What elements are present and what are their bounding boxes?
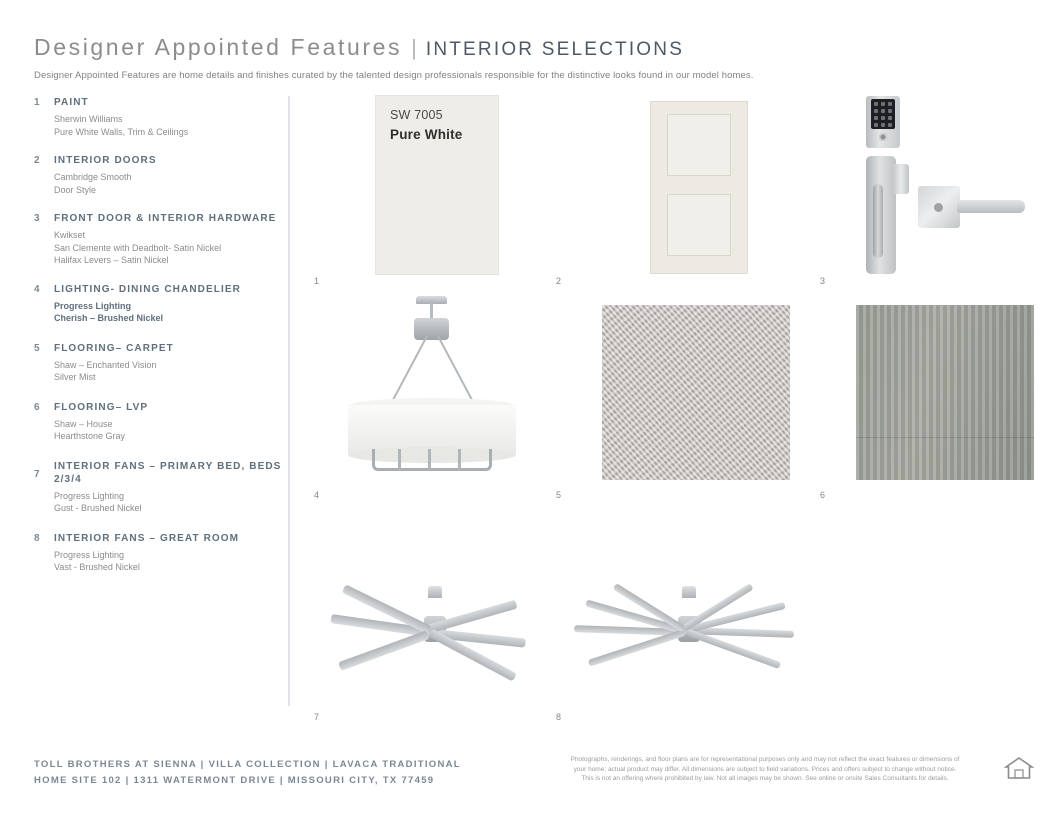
item-detail: Vast - Brushed Nickel	[54, 562, 140, 572]
item-title: FLOORING– LVP	[54, 401, 149, 413]
item-detail: Progress Lighting	[54, 490, 125, 501]
image-label-8: 8	[556, 712, 562, 722]
item-number: 5	[34, 342, 41, 354]
chandelier-cage-bar	[398, 449, 401, 471]
disclaimer-line-3: This is not an offering where prohibited by law. Not all images may be shown. See online or onsite Sales Consultants for details.	[581, 775, 949, 782]
item-title: LIGHTING- DINING CHANDELIER	[54, 283, 241, 295]
thumb-latch	[893, 164, 909, 194]
door-grip	[873, 184, 883, 258]
item-detail: Door Style	[54, 184, 97, 195]
list-item	[34, 283, 284, 325]
carpet-sample-image	[602, 305, 790, 480]
selections-list	[34, 96, 284, 588]
image-label-4: 4	[314, 490, 320, 500]
item-number: 8	[34, 532, 41, 544]
list-item	[34, 532, 284, 574]
item-detail: Cherish – Brushed Nickel	[54, 313, 164, 323]
fan-blade	[613, 583, 686, 632]
list-item	[34, 342, 284, 384]
paint-swatch-image	[376, 96, 498, 274]
item-detail: Kwikset	[54, 230, 86, 240]
fan-mount	[428, 586, 442, 598]
fan-blade	[338, 630, 429, 671]
lvp-sample-image	[856, 305, 1034, 480]
list-item	[34, 401, 284, 443]
item-title: INTERIOR FANS – PRIMARY BED, BEDS 2/3/4	[54, 460, 282, 485]
keypad-icon	[871, 99, 895, 129]
disclaimer-line-1: Photographs, renderings, and floor plans are for representational purposes only and may not reflect the exact features or dimensions of	[570, 756, 960, 763]
image-label-5: 5	[556, 490, 562, 500]
image-label-7: 7	[314, 712, 320, 722]
equal-housing-opportunity-icon	[1004, 755, 1034, 783]
footer-line-2: HOME SITE 102 | 1311 WATERMONT DRIVE | MISSOURI CITY, TX 77459	[34, 775, 435, 786]
item-detail: Gust - Brushed Nickel	[54, 503, 142, 513]
item-number: 4	[34, 283, 41, 295]
item-detail: Progress Lighting	[54, 300, 132, 311]
chandelier-arm-left	[389, 336, 427, 406]
fan-blade	[588, 629, 685, 667]
chandelier-cage-bar	[458, 449, 461, 471]
page-header	[34, 34, 1024, 81]
chandelier-cage-bar	[428, 449, 431, 471]
image-label-6: 6	[820, 490, 826, 500]
image-label-3: 3	[820, 276, 826, 286]
item-detail: Shaw – Enchanted Vision	[54, 359, 157, 370]
fan-mount	[682, 586, 696, 598]
item-detail: Shaw – House	[54, 418, 113, 429]
item-detail: Progress Lighting	[54, 549, 125, 560]
item-detail: Hearthstone Gray	[54, 431, 126, 441]
list-item	[34, 154, 284, 196]
title-subtitle: INTERIOR SELECTIONS	[425, 39, 685, 60]
item-detail: Sherwin Williams	[54, 114, 123, 124]
item-number: 2	[34, 155, 41, 166]
item-title: FLOORING– CARPET	[54, 342, 174, 354]
paint-code: SW 7005	[390, 108, 443, 122]
item-number: 3	[34, 213, 41, 224]
keyhole-icon	[879, 133, 887, 141]
item-title: INTERIOR FANS – GREAT ROOM	[54, 532, 240, 544]
list-item	[34, 96, 284, 138]
page-subtitle: Designer Appointed Features are home details and finishes curated by the talented design professionals responsible for the distinctive looks found in our model homes.	[34, 70, 754, 81]
chandelier-arm-right	[437, 336, 475, 406]
door-panel-bottom	[667, 194, 731, 256]
vertical-divider	[288, 96, 290, 706]
item-title: FRONT DOOR & INTERIOR HARDWARE	[54, 213, 277, 224]
chandelier-body	[414, 318, 449, 340]
item-number: 7	[34, 468, 41, 480]
item-detail: Cambridge Smooth	[54, 172, 132, 182]
door-lever	[957, 200, 1025, 213]
item-detail: Silver Mist	[54, 372, 96, 382]
title-separator: |	[411, 35, 417, 60]
image-label-1: 1	[314, 276, 320, 286]
footer-line-1: TOLL BROTHERS AT SIENNA | VILLA COLLECTION | LAVACA TRADITIONAL	[34, 759, 461, 770]
paint-name: Pure White	[390, 127, 463, 142]
chandelier-cage	[372, 449, 492, 471]
item-title: PAINT	[54, 97, 89, 108]
list-item	[34, 212, 284, 267]
list-item	[34, 460, 284, 515]
lever-pivot	[934, 203, 943, 212]
item-number: 1	[34, 97, 41, 108]
footer-disclaimer	[530, 755, 1000, 784]
item-detail: Halifax Levers – Satin Nickel	[54, 255, 169, 265]
page-title	[34, 34, 1024, 61]
item-detail: San Clemente with Deadbolt- Satin Nickel	[54, 242, 222, 253]
item-detail: Pure White Walls, Trim & Ceilings	[54, 126, 189, 137]
footer-community-info	[34, 757, 461, 789]
lvp-plank-seam	[856, 437, 1034, 438]
item-title: INTERIOR DOORS	[54, 155, 157, 166]
image-label-2: 2	[556, 276, 562, 286]
title-main: Designer Appointed Features	[34, 34, 403, 60]
interior-door-image	[650, 101, 748, 274]
disclaimer-line-2: your home; actual product may differ. All dimensions are subject to field variations. Prices and offers subject to change without notice.	[573, 765, 957, 773]
door-panel-top	[667, 114, 731, 176]
item-number: 6	[34, 401, 41, 413]
